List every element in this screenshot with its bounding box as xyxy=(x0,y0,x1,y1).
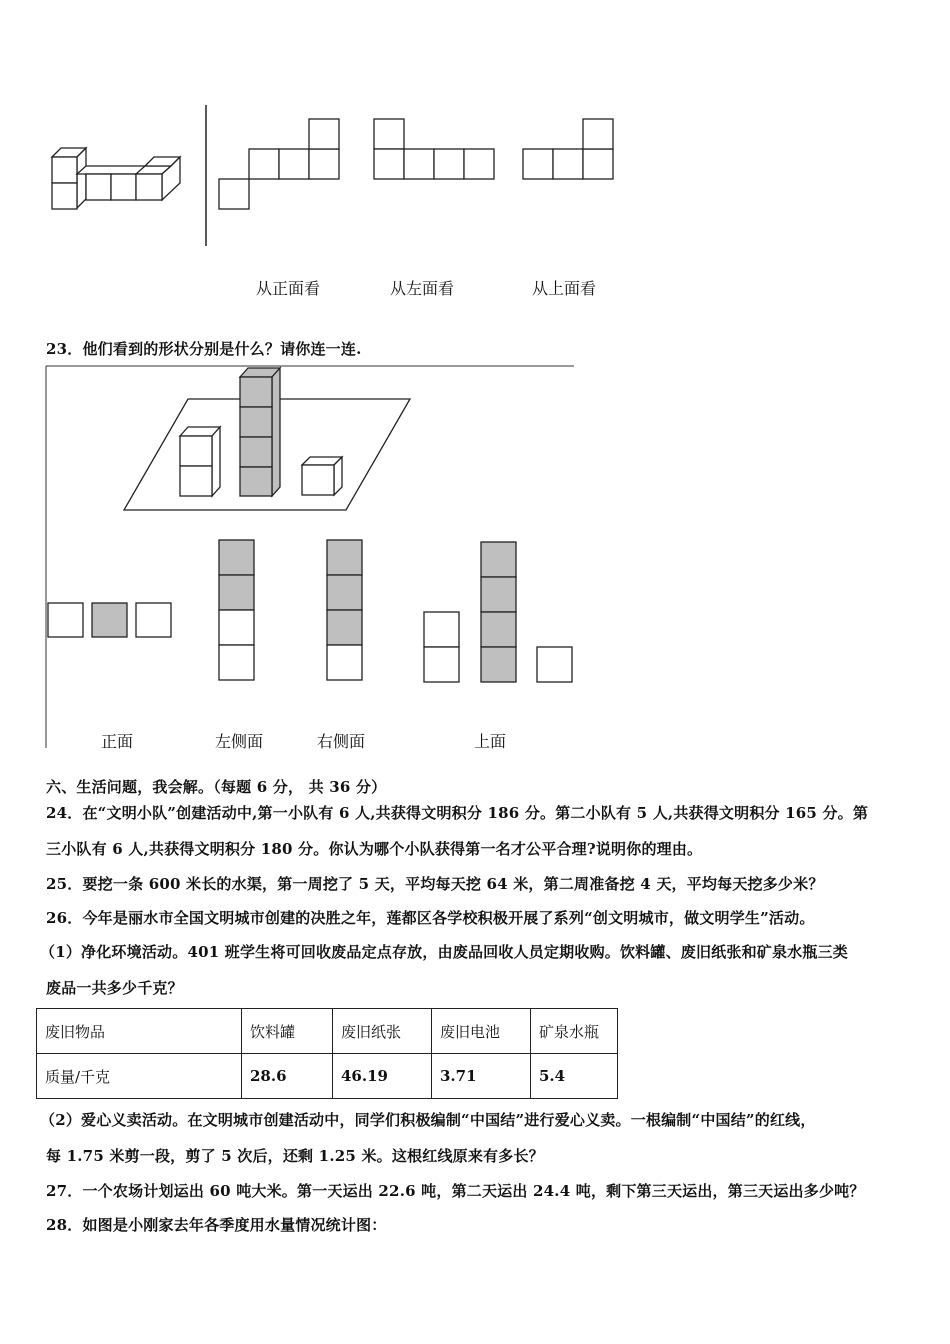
question-25: 25．要挖一条 600 米长的水渠，第一周挖了 5 天，平均每天挖 64 米，第二周准备挖 4 天，平均每天挖多少米？ xyxy=(46,875,824,893)
q22-figure xyxy=(0,0,950,260)
view-label-left: 从左面看 xyxy=(390,279,455,298)
waste-table xyxy=(36,1008,618,1099)
table-header-row xyxy=(37,1009,618,1054)
question-28: 28．如图是小刚家去年各季度用水量情况统计图： xyxy=(46,1216,387,1234)
section-6-heading: 六、生活问题，我会解。（每题 6 分， 共 36 分） xyxy=(46,778,387,796)
table-header-cell: 废旧物品 xyxy=(37,1009,242,1054)
table-cell: 质量/千克 xyxy=(37,1054,242,1099)
view-label-top: 从上面看 xyxy=(532,279,597,298)
question-26-part1-line2: 废品一共多少千克？ xyxy=(46,979,183,997)
view-label-front: 从正面看 xyxy=(256,279,321,298)
question-27: 27．一个农场计划运出 60 吨大米。第一天运出 22.6 吨，第二天运出 24.4 吨，剩下第三天运出，第三天运出多少吨？ xyxy=(46,1182,865,1200)
q23-figure xyxy=(0,360,600,760)
question-24-line1: 24．在“文明小队”创建活动中,第一小队有 6 人,共获得文明积分 186 分。第二小队有 5 人,共获得文明积分 165 分。第 xyxy=(46,804,869,822)
q23-label-right-side: 右侧面 xyxy=(317,732,366,751)
q23-label-top: 上面 xyxy=(474,732,507,751)
q23-label-left-side: 左侧面 xyxy=(215,732,264,751)
question-26-part1-line1: （1）净化环境活动。401 班学生将可回收废品定点存放，由废品回收人员定期收购。饮料罐、废旧纸张和矿泉水瓶三类 xyxy=(40,943,848,961)
table-header-cell: 废旧电池 xyxy=(432,1009,531,1054)
table-header-cell: 饮料罐 xyxy=(242,1009,333,1054)
table-cell: 28.6 xyxy=(242,1054,333,1099)
table-header-cell: 废旧纸张 xyxy=(333,1009,432,1054)
q23-label-front: 正面 xyxy=(101,732,134,751)
table-cell: 46.19 xyxy=(333,1054,432,1099)
table-cell: 5.4 xyxy=(531,1054,618,1099)
question-23: 23．他们看到的形状分别是什么？请你连一连. xyxy=(46,340,362,358)
question-26-part2-line2: 每 1.75 米剪一段，剪了 5 次后，还剩 1.25 米。这根红线原来有多长？ xyxy=(46,1147,544,1165)
question-26-part2-line1: （2）爱心义卖活动。在文明城市创建活动中，同学们积极编制“中国结”进行爱心义卖。一根编制“中国结”的红线， xyxy=(40,1111,816,1129)
table-row xyxy=(37,1054,618,1099)
question-26-intro: 26．今年是丽水市全国文明城市创建的决胜之年，莲都区各学校积极开展了系列“创文明城市，做文明学生”活动。 xyxy=(46,909,815,927)
table-cell: 3.71 xyxy=(432,1054,531,1099)
question-24-line2: 三小队有 6 人,共获得文明积分 180 分。你认为哪个小队获得第一名才公平合理?说明你的理由。 xyxy=(46,840,703,858)
table-header-cell: 矿泉水瓶 xyxy=(531,1009,618,1054)
